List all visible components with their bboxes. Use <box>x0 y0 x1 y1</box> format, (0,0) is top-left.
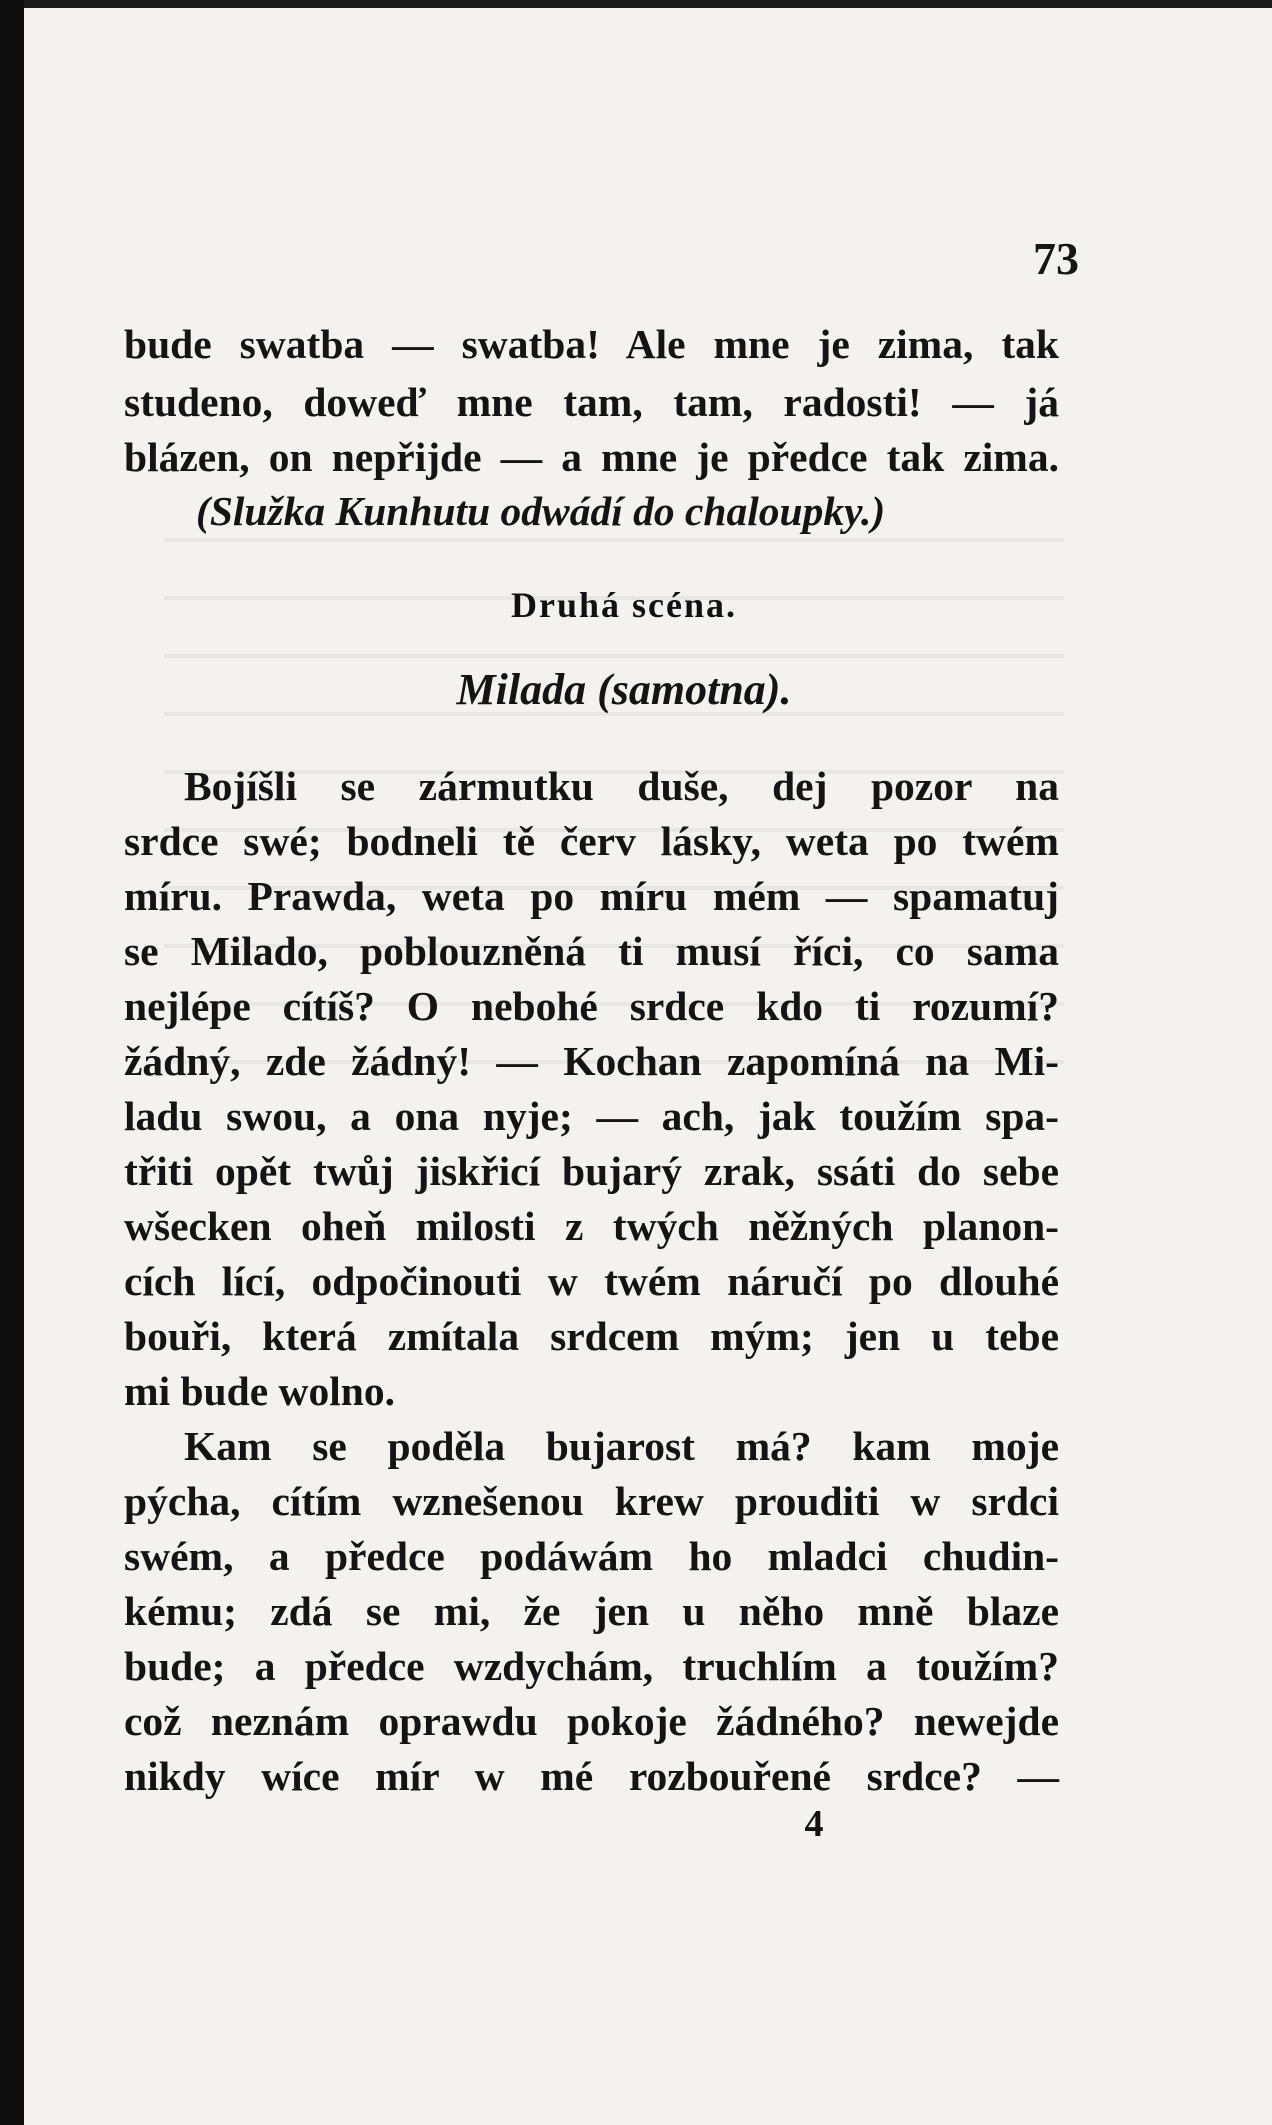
text-line: se Milado, poblouzněná ti musí říci, co sama <box>124 928 1059 974</box>
text-line: bude; a předce wzdychám, truchlím a toužím? <box>124 1643 1059 1689</box>
text-line: nikdy wíce mír w mé rozbouřené srdce? — <box>124 1753 1059 1799</box>
text-line: míru. Prawda, weta po míru mém — spamatuj <box>124 873 1059 919</box>
text-line: bouři, která zmítala srdcem mým; jen u tebe <box>124 1313 1059 1359</box>
text-line: blázen, on nepřijde — a mne je předce tak zima. <box>124 434 1059 480</box>
text-line: což neznám oprawdu pokoje žádného? newejde <box>124 1698 1059 1744</box>
text-line: žádný, zde žádný! — Kochan zapomíná na Mi- <box>124 1038 1059 1084</box>
text-line: ladu swou, a ona nyje; — ach, jak toužím spa- <box>124 1093 1059 1139</box>
text-line: srdce swé; bodneli tě červ lásky, weta po twém <box>124 818 1059 864</box>
signature-mark: 4 <box>804 1803 824 1845</box>
text-line: kému; zdá se mi, že jen u něho mně blaze <box>124 1588 1059 1634</box>
text-line: Bojíšli se zármutku duše, dej pozor na <box>184 763 1059 809</box>
text-line: mi bude wolno. <box>124 1368 395 1414</box>
book-page <box>24 8 1272 2125</box>
text-line: nejlépe cítíš? O nebohé srdce kdo ti rozumí? <box>124 983 1059 1029</box>
page-number: 73 <box>1033 233 1079 284</box>
scene-title: Druhá scéna. <box>510 585 737 625</box>
scan-left-edge <box>0 0 24 2125</box>
text-line: cích lící, odpočinouti w twém náručí po dlouhé <box>124 1258 1059 1304</box>
stage-direction: (Služka Kunhutu odwádí do chaloupky.) <box>196 488 886 534</box>
scene-subtitle: Milada (samotna). <box>456 665 792 714</box>
text-line: Kam se poděla bujarost má? kam moje <box>184 1423 1059 1469</box>
text-line: třiti opět twůj jiskřicí bujarý zrak, ssáti do sebe <box>124 1148 1059 1194</box>
text-line: swém, a předce podáwám ho mladci chudin- <box>124 1533 1059 1579</box>
text-line: studeno, doweď mne tam, tam, radosti! — já <box>124 379 1059 425</box>
text-line: pýcha, cítím wznešenou krew prouditi w srdci <box>124 1478 1059 1524</box>
text-line: bude swatba — swatba! Ale mne je zima, tak <box>124 321 1059 367</box>
text-line: wšecken oheň milosti z twých něžných planon- <box>124 1203 1059 1249</box>
